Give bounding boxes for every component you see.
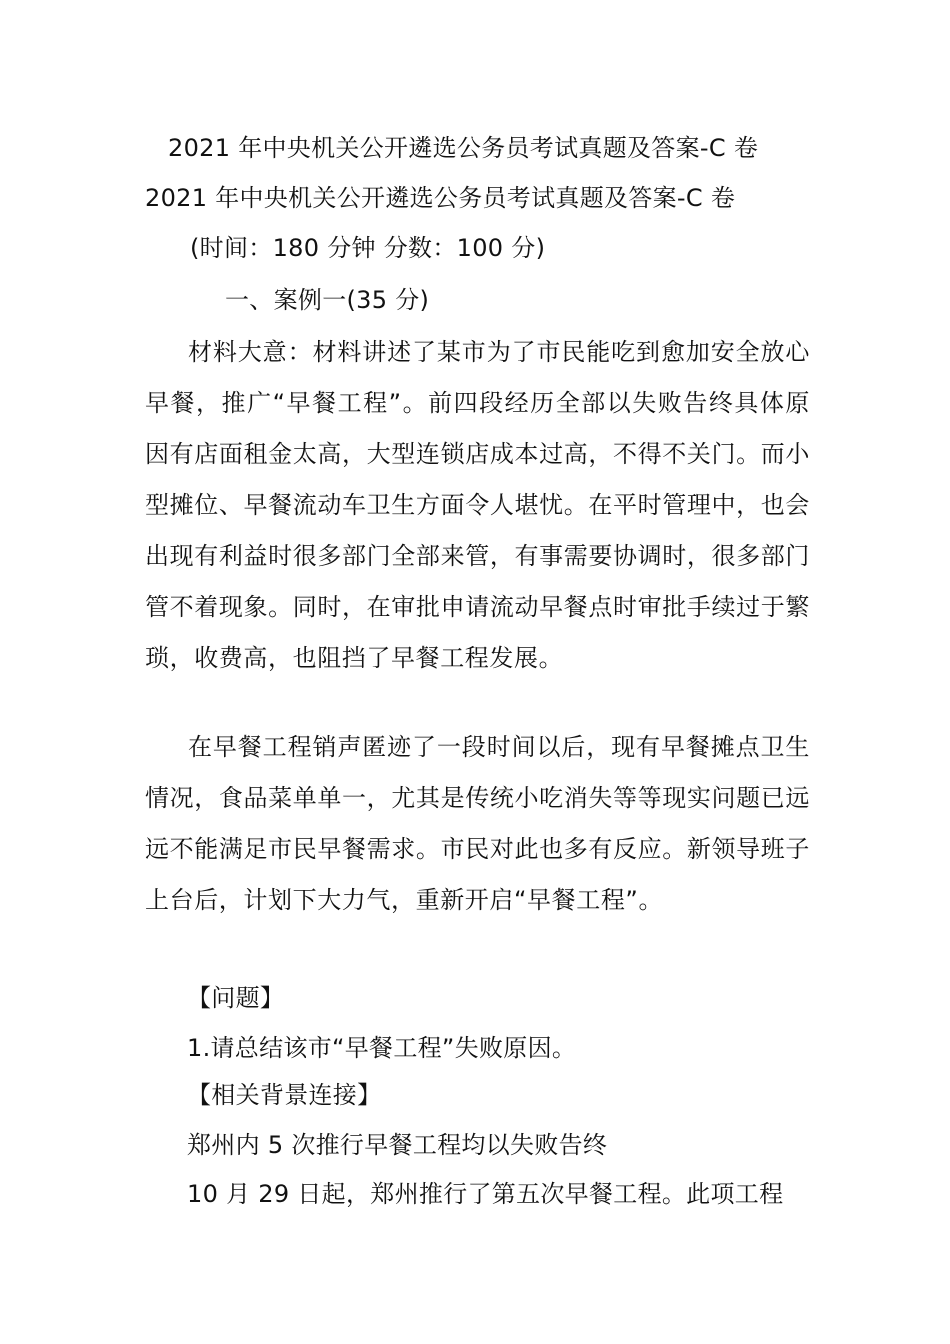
section-heading: 一、案例一(35 分) [225,286,430,314]
document-title-repeat: 2021 年中央机关公开遴选公务员考试真题及答案-C 卷 [145,184,736,212]
background-line: 10 月 29 日起，郑州推行了第五次早餐工程。此项工程 [187,1180,784,1208]
case-material-paragraph: 材料大意：材料讲述了某市为了市民能吃到愈加安全放心早餐，推广“早餐工程”。前四段经历全部以失败告终具体原因有店面租金太高，大型连锁店成本过高，不得不关门。而小型摊位、早餐流动车卫生方面令人堪忧。在平时管理中，也会出现有利益时很多部门全部来管，有事需要协调时，很多部门管不着现象。同时，在审批申请流动早餐点时审批手续过于繁琐，收费高，也阻挡了早餐工程发展。 [145,338,810,672]
question-heading: 【问题】 [187,984,285,1012]
document-title: 2021 年中央机关公开遴选公务员考试真题及答案-C 卷 [168,134,759,162]
exam-meta: (时间：180 分钟 分数：100 分) [190,234,546,262]
case-material-paragraph: 在早餐工程销声匿迹了一段时间以后，现有早餐摊点卫生情况，食品菜单单一，尤其是传统小吃消失等等现实问题已远远不能满足市民早餐需求。市民对此也多有反应。新领导班子上台后，计划下大力气，重新开启“早餐工程”。 [145,733,810,914]
background-heading: 【相关背景连接】 [187,1081,382,1109]
background-line: 郑州内 5 次推行早餐工程均以失败告终 [187,1131,608,1159]
question-item: 1.请总结该市“早餐工程”失败原因。 [187,1034,577,1062]
